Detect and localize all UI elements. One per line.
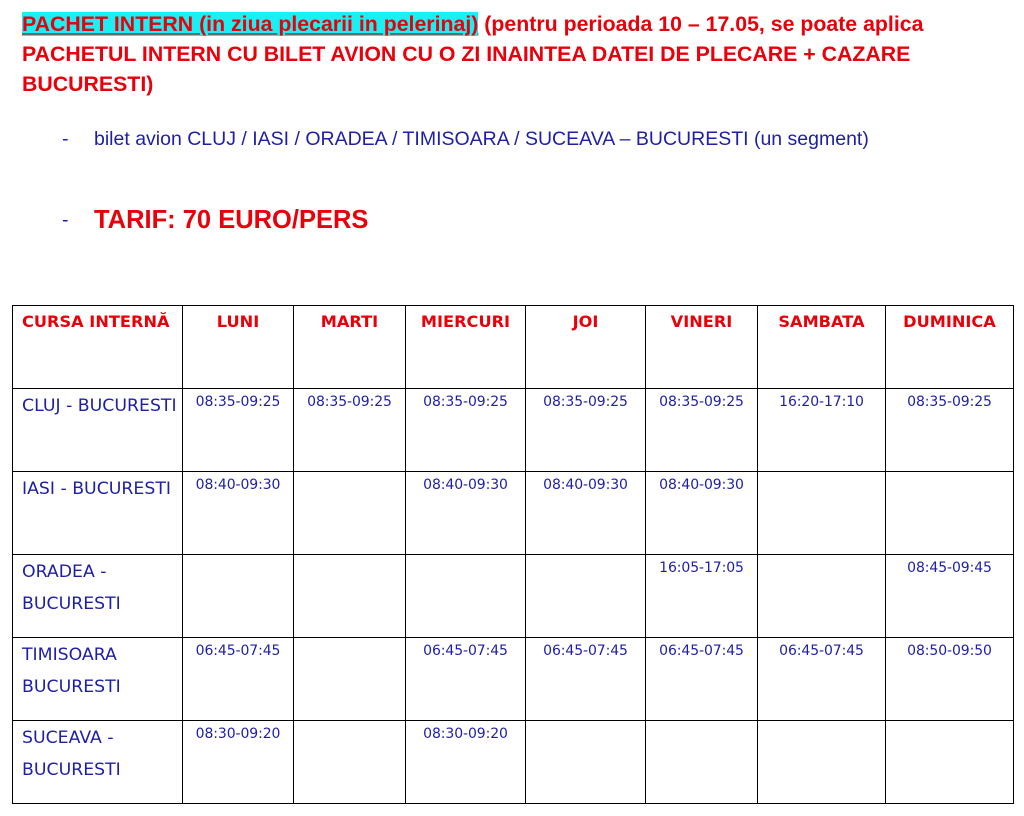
flight-time	[886, 721, 1013, 724]
flight-time	[183, 555, 293, 558]
column-header-marti	[294, 306, 406, 389]
time-cell	[758, 389, 886, 472]
flight-time: 08:30-09:20	[195, 726, 281, 742]
flight-time	[758, 721, 885, 724]
heading-highlighted: PACHET INTERN (in ziua plecarii in pelerinaj)	[22, 12, 479, 36]
flight-time: 08:30-09:20	[423, 726, 508, 742]
time-cell	[294, 389, 406, 472]
flight-time: 08:35-09:25	[907, 394, 992, 410]
time-cell	[406, 389, 526, 472]
column-header-joi	[526, 306, 646, 389]
time-cell	[183, 389, 294, 472]
time-cell	[294, 555, 406, 638]
table-row	[13, 472, 1014, 555]
route-name: TIMISOARA BUCURESTI	[22, 645, 121, 697]
time-cell	[294, 638, 406, 721]
flight-time: 08:40-09:30	[543, 477, 628, 493]
column-header-miercuri	[406, 306, 526, 389]
heading-rest: (pentru perioada 10 – 17.05, se poate aplica PACHETUL INTERN CU BILET AVION CU O ZI INAINTEA DATEI DE PLECARE + CAZARE BUCURESTI)	[22, 12, 924, 96]
time-cell	[886, 638, 1014, 721]
time-cell	[526, 472, 646, 555]
column-header-duminica	[886, 306, 1014, 389]
column-header-sambata	[758, 306, 886, 389]
time-cell	[406, 721, 526, 804]
column-header-label: MIERCURI	[420, 312, 511, 331]
time-cell	[183, 638, 294, 721]
time-cell	[526, 389, 646, 472]
table-body	[13, 389, 1014, 804]
flight-time: 08:40-09:30	[659, 477, 744, 493]
tariff-text: TARIF: 70 EURO/PERS	[94, 206, 369, 234]
flight-time: 06:45-07:45	[543, 643, 628, 659]
flight-time	[294, 721, 405, 724]
flight-time: 06:45-07:45	[659, 643, 744, 659]
table-row	[13, 721, 1014, 804]
route-cell	[13, 638, 183, 721]
bullet-dash: -	[62, 209, 69, 231]
flight-time: 16:05-17:05	[659, 560, 744, 576]
flight-time: 08:45-09:45	[907, 560, 992, 576]
time-cell	[294, 721, 406, 804]
time-cell	[758, 721, 886, 804]
route-cell	[13, 389, 183, 472]
flight-time	[886, 472, 1013, 475]
time-cell	[886, 389, 1014, 472]
column-header-label: CURSA INTERNĂ	[22, 312, 170, 331]
time-cell	[886, 555, 1014, 638]
route-name: ORADEA - BUCURESTI	[22, 562, 121, 614]
flight-time	[758, 472, 885, 475]
column-header-label: JOI	[572, 312, 599, 331]
flight-time: 08:35-09:25	[543, 394, 628, 410]
time-cell	[758, 638, 886, 721]
flight-time	[526, 721, 645, 724]
route-name: SUCEAVA - BUCURESTI	[22, 728, 121, 780]
flight-time: 06:45-07:45	[195, 643, 281, 659]
time-cell	[406, 638, 526, 721]
time-cell	[646, 472, 758, 555]
table-row	[13, 389, 1014, 472]
time-cell	[526, 638, 646, 721]
time-cell	[526, 555, 646, 638]
flight-schedule-table	[12, 305, 1014, 804]
column-header-vineri	[646, 306, 758, 389]
time-cell	[758, 555, 886, 638]
flight-time: 08:35-09:25	[307, 394, 392, 410]
column-header-label: VINERI	[670, 312, 733, 331]
flight-time: 06:45-07:45	[423, 643, 508, 659]
time-cell	[526, 721, 646, 804]
flight-time	[294, 638, 405, 641]
flight-time: 06:45-07:45	[779, 643, 864, 659]
table-row	[13, 555, 1014, 638]
flight-time: 08:35-09:25	[195, 394, 281, 410]
time-cell	[646, 638, 758, 721]
route-cell	[13, 721, 183, 804]
time-cell	[646, 721, 758, 804]
flight-time	[646, 721, 757, 724]
time-cell	[886, 721, 1014, 804]
time-cell	[406, 472, 526, 555]
time-cell	[183, 555, 294, 638]
time-cell	[183, 721, 294, 804]
time-cell	[406, 555, 526, 638]
flight-time	[294, 555, 405, 558]
column-header-label: SAMBATA	[778, 312, 865, 331]
table-row	[13, 638, 1014, 721]
time-cell	[183, 472, 294, 555]
package-heading	[22, 9, 982, 99]
flight-time	[526, 555, 645, 558]
route-name: CLUJ - BUCURESTI	[22, 396, 177, 416]
column-header-label: MARTI	[320, 312, 379, 331]
time-cell	[646, 389, 758, 472]
bullet-dash: -	[62, 128, 69, 150]
time-cell	[294, 472, 406, 555]
route-name: IASI - BUCURESTI	[22, 479, 171, 499]
table-header-row	[13, 306, 1014, 389]
column-header-label: LUNI	[216, 312, 260, 331]
time-cell	[646, 555, 758, 638]
flight-time	[294, 472, 405, 475]
column-header-luni	[183, 306, 294, 389]
flight-time: 08:50-09:50	[907, 643, 992, 659]
flight-time: 08:40-09:30	[423, 477, 508, 493]
flight-time: 08:40-09:30	[195, 477, 281, 493]
flight-time: 08:35-09:25	[423, 394, 508, 410]
flight-time: 08:35-09:25	[659, 394, 744, 410]
time-cell	[758, 472, 886, 555]
route-cell	[13, 555, 183, 638]
column-header-label: DUMINICA	[903, 312, 996, 331]
column-header-route	[13, 306, 183, 389]
flight-time	[758, 555, 885, 558]
bullet-flight-text: bilet avion CLUJ / IASI / ORADEA / TIMISOARA / SUCEAVA – BUCURESTI (un segment)	[94, 128, 869, 150]
route-cell	[13, 472, 183, 555]
flight-time: 16:20-17:10	[779, 394, 864, 410]
time-cell	[886, 472, 1014, 555]
flight-time	[406, 555, 525, 558]
